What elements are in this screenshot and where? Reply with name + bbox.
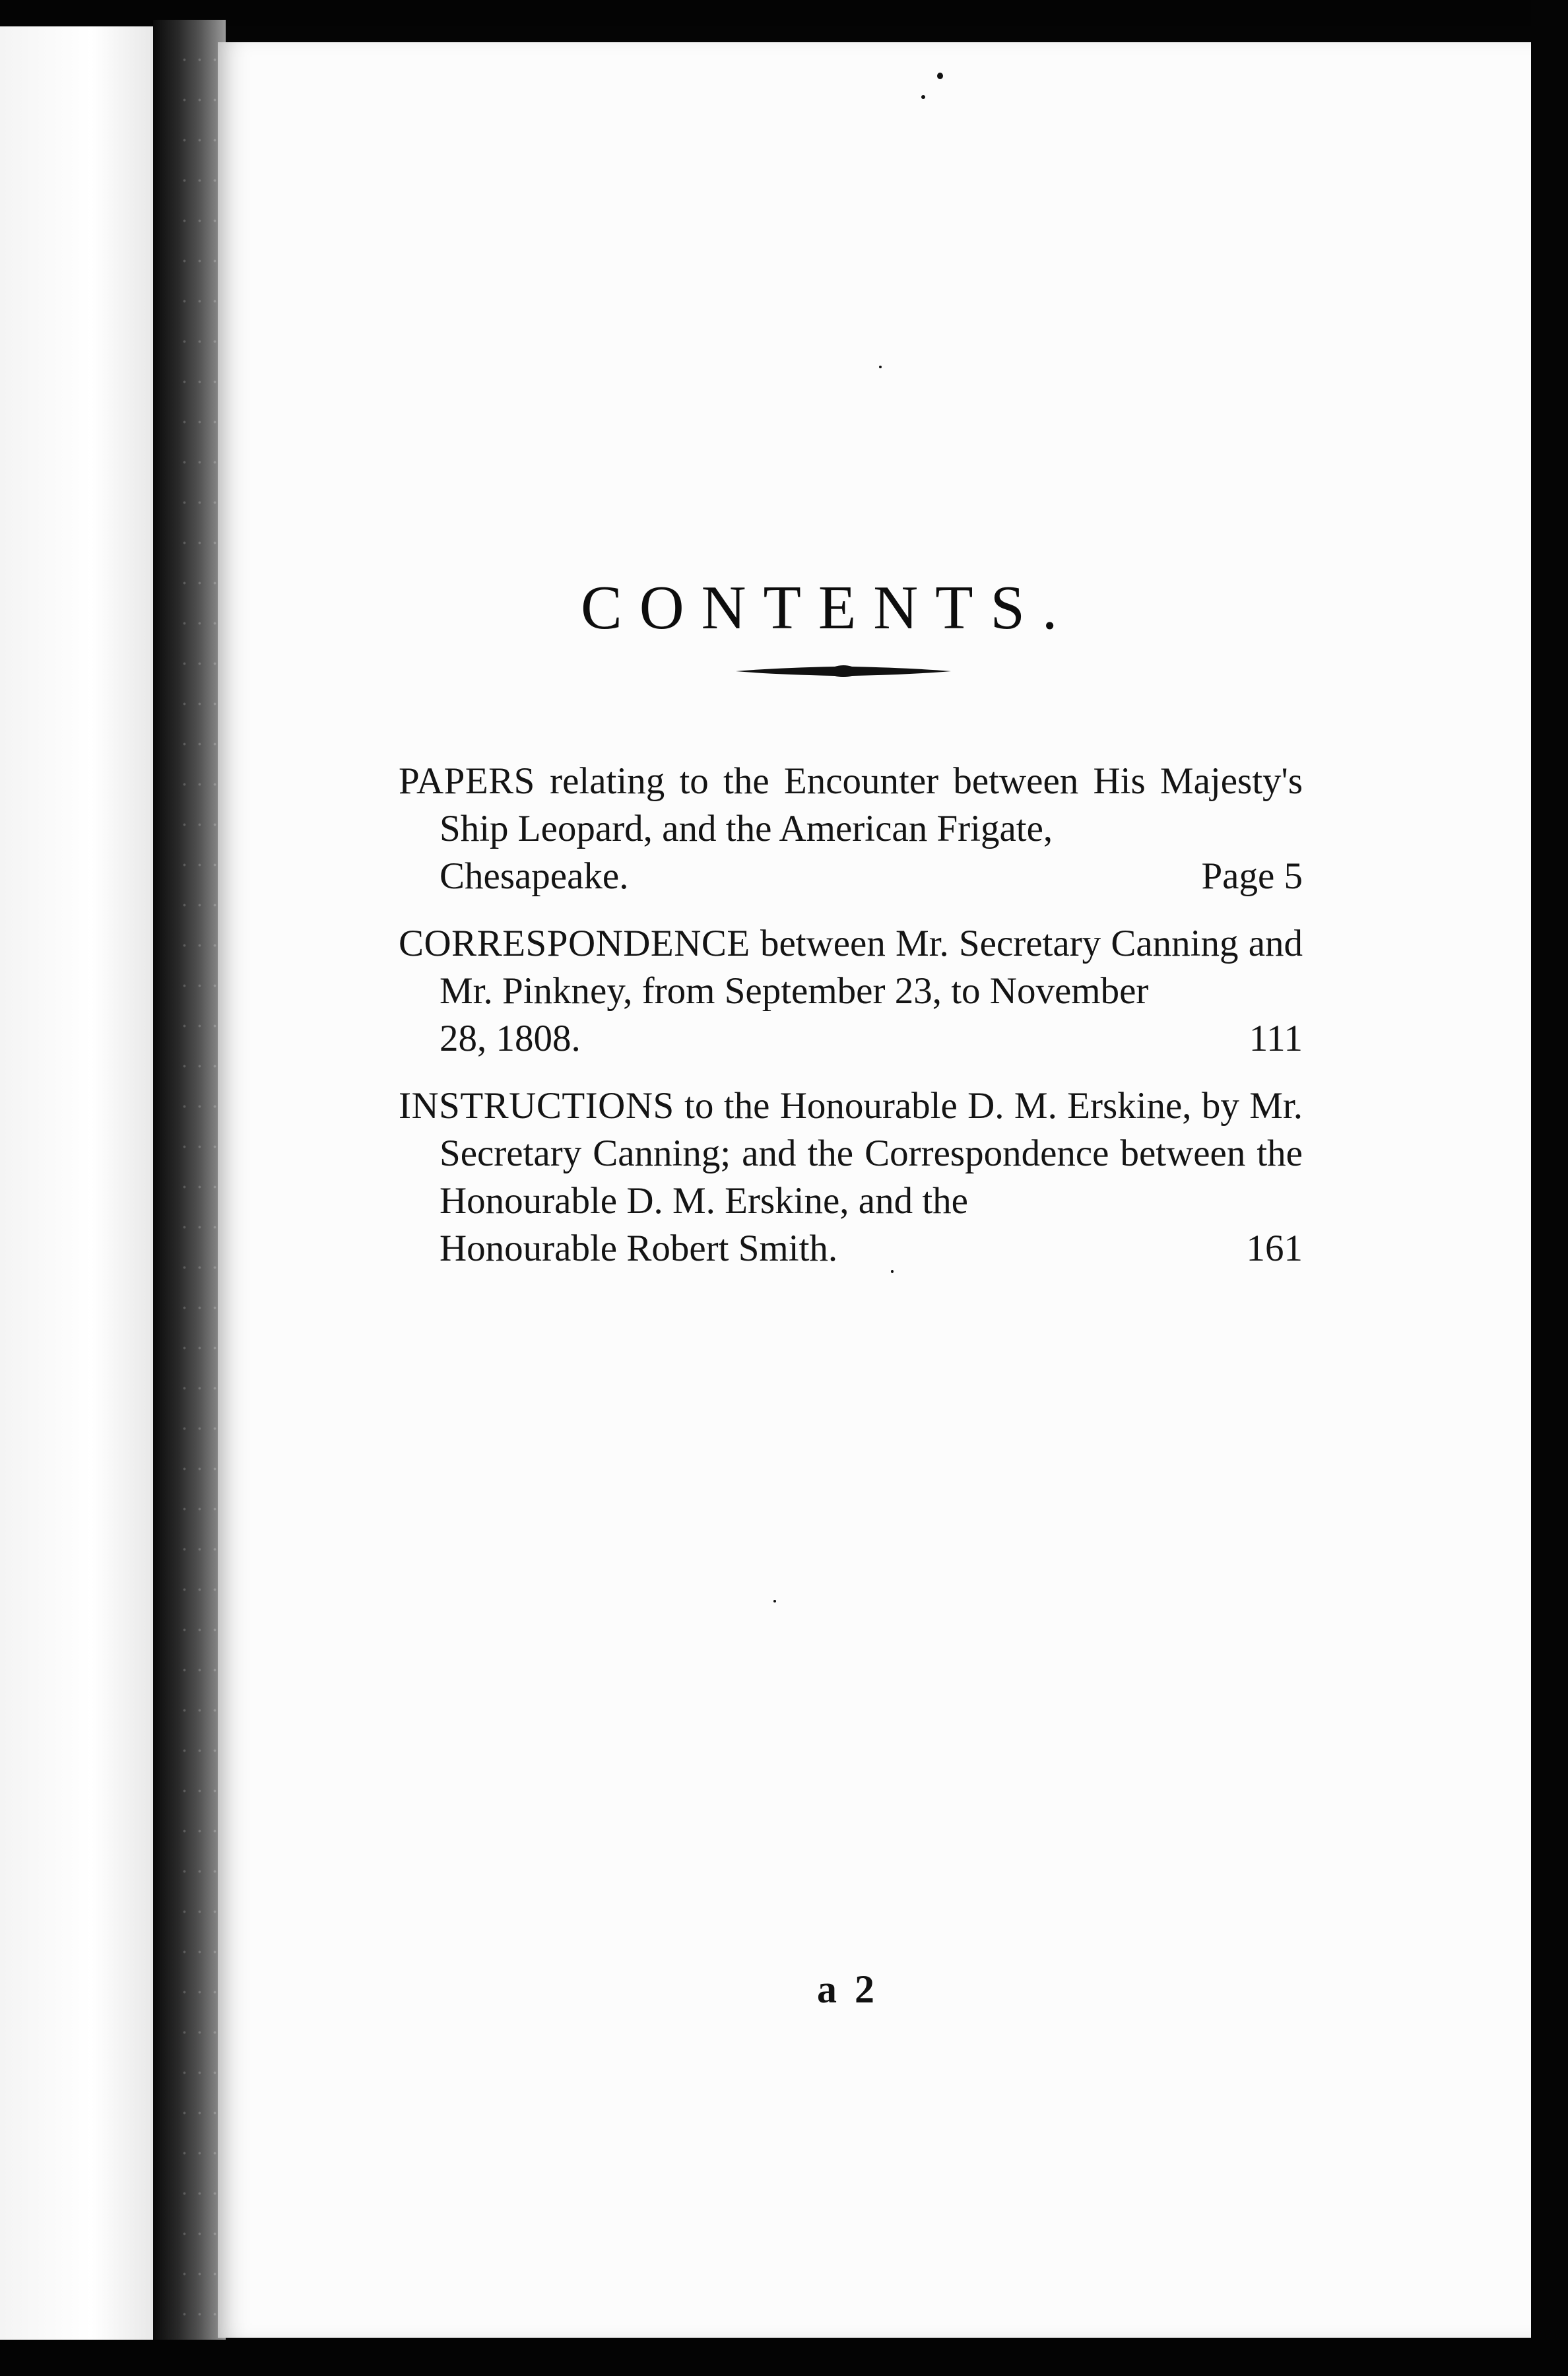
contents-entry xyxy=(399,920,1303,1063)
ink-speck xyxy=(937,73,943,79)
scan-border-top xyxy=(0,0,1568,26)
scan-border-bottom xyxy=(0,2340,1568,2376)
entry-page-number: 111 xyxy=(1249,1018,1303,1059)
entry-heading: INSTRUCTIONS xyxy=(399,1085,674,1127)
contents-entry xyxy=(399,758,1303,900)
contents-page xyxy=(218,42,1531,2338)
contents-entry xyxy=(399,1082,1303,1272)
ink-speck xyxy=(879,366,882,368)
ink-speck xyxy=(921,95,925,99)
facing-page-edge xyxy=(0,26,153,2350)
entry-text: relating to the Encounter between His Majesty's Ship Leopard, and the American Frigate, xyxy=(440,760,1303,849)
entry-text: to the Honourable D. M. Erskine, by Mr. Secretary Canning; and the Correspondence between the Honourable D. M. Erskine, and the xyxy=(440,1085,1303,1222)
entry-heading: CORRESPONDENCE xyxy=(399,923,750,964)
scan-border-right xyxy=(1531,0,1568,2376)
binding-stitch-marks xyxy=(177,40,223,2336)
ornamental-rule xyxy=(736,664,951,678)
page-title: CONTENTS. xyxy=(581,574,1075,642)
entry-last-line: 28, 1808. xyxy=(440,1018,581,1059)
entry-page-number: 161 xyxy=(1246,1228,1303,1269)
entry-page-number: Page 5 xyxy=(1201,855,1303,897)
entry-heading: PAPERS xyxy=(399,760,535,802)
signature-mark: a 2 xyxy=(817,1967,878,2011)
contents-list xyxy=(399,758,1303,1292)
ink-speck xyxy=(773,1600,776,1602)
entry-last-line: Chesapeake. xyxy=(440,855,629,897)
entry-text: between Mr. Secretary Canning and Mr. Pinkney, from September 23, to November xyxy=(440,923,1303,1012)
entry-last-line: Honourable Robert Smith. xyxy=(440,1228,838,1269)
